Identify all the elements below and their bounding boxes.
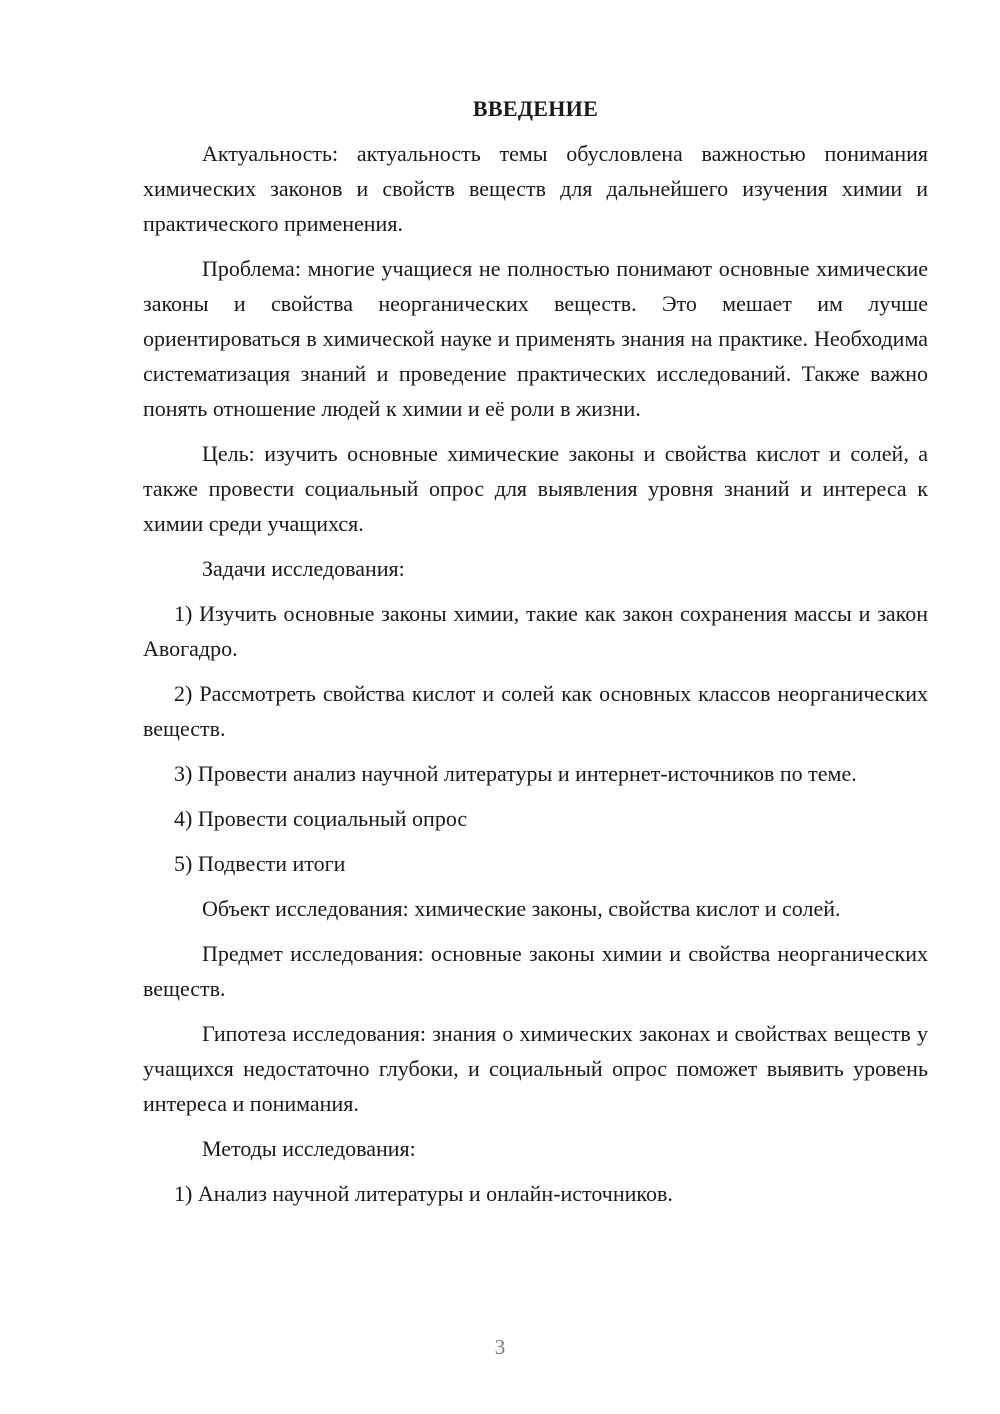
task-item: 2) Рассмотреть свойства кислот и солей как основных классов неорганических веществ. — [143, 681, 928, 741]
paragraph-goal: Цель: изучить основные химические законы и свойства кислот и солей, а также провести социальный опрос для выявления уровня знаний и интереса к химии среди учащихся. — [143, 441, 928, 536]
page-title: ВВЕДЕНИЕ — [472, 96, 599, 121]
paragraph-hypothesis: Гипотеза исследования: знания о химических законах и свойствах веществ у учащихся недостаточно глубоки, и социальный опрос поможет выявить уровень интереса и понимания. — [143, 1021, 928, 1116]
task-item: 1) Изучить основные законы химии, такие как закон сохранения массы и закон Авогадро. — [143, 601, 928, 661]
paragraph-object: Объект исследования: химические законы, свойства кислот и солей. — [202, 896, 841, 921]
paragraph-subject: Предмет исследования: основные законы химии и свойства неорганических веществ. — [143, 941, 928, 1001]
task-item: 4) Провести социальный опрос — [174, 806, 468, 831]
methods-heading: Методы исследования: — [202, 1136, 416, 1161]
paragraph-relevance: Актуальность: актуальность темы обусловлена важностью понимания химических законов и свойств веществ для дальнейшего изучения химии и практического применения. — [143, 141, 928, 236]
task-item: 3) Провести анализ научной литературы и интернет-источников по теме. — [174, 761, 857, 786]
page-number: 3 — [494, 1335, 506, 1359]
task-item: 5) Подвести итоги — [174, 851, 346, 876]
method-item: 1) Анализ научной литературы и онлайн-источников. — [174, 1181, 673, 1206]
paragraph-problem: Проблема: многие учащиеся не полностью понимают основные химические законы и свойства неорганических веществ. Это мешает им лучше ориентироваться в химической науке и применять знания на практике. Необходима систематизация знаний и проведение практических исследований. Также важно понять отношение людей к химии и её роли в жизни. — [143, 256, 928, 421]
tasks-heading: Задачи исследования: — [202, 556, 405, 581]
